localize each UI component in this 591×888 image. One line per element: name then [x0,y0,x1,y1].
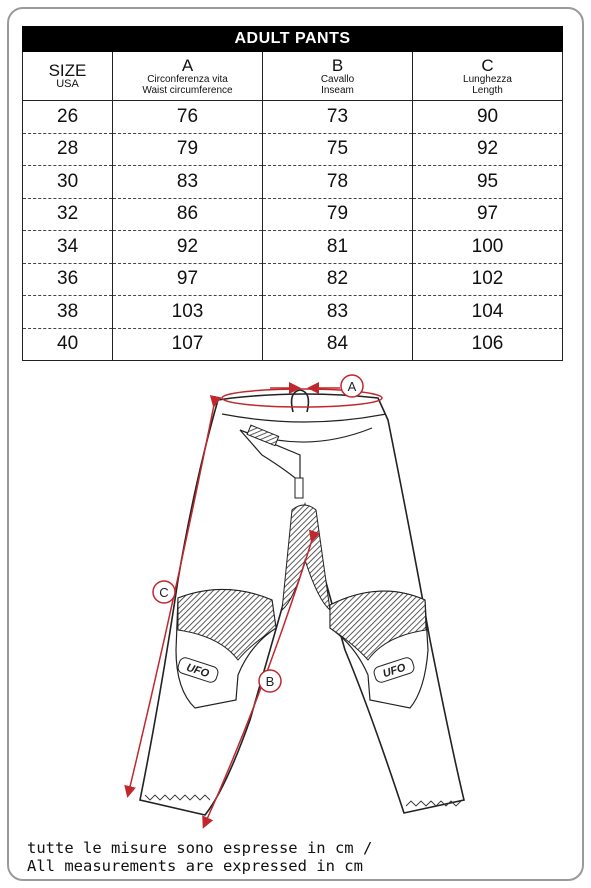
column-header-b [263,52,413,101]
table-row [23,198,563,231]
table-row [23,328,563,361]
size-cell: 34 [23,231,113,264]
size-chart-table [22,26,563,361]
size-cell: 32 [23,198,113,231]
table-title: ADULT PANTS [23,27,563,52]
column-header-size [23,52,113,101]
inseam-cell: 79 [263,198,413,231]
inseam-cell: 75 [263,133,413,166]
column-letter: SIZE [48,61,87,80]
units-note [27,839,372,875]
length-cell: 106 [413,328,563,361]
label-a: A [347,379,357,394]
waist-cell: 92 [113,231,263,264]
column-sub-it: Circonferenza vita [147,73,228,85]
waist-cell: 86 [113,198,263,231]
svg-text:UFO: UFO [184,661,211,681]
column-letter: A [181,55,194,75]
length-cell: 100 [413,231,563,264]
table-row [23,101,563,134]
waist-cell: 79 [113,133,263,166]
size-cell: 26 [23,101,113,134]
column-sub-en: Length [472,84,503,96]
units-note-english: All measurements are expressed in cm [27,857,363,875]
length-cell: 102 [413,263,563,296]
waist-cell: 83 [113,166,263,199]
table-row [23,166,563,199]
length-cell: 90 [413,101,563,134]
column-sub: USA [56,78,79,90]
waist-cell: 103 [113,296,263,329]
inseam-cell: 73 [263,101,413,134]
length-cell: 95 [413,166,563,199]
length-cell: 92 [413,133,563,166]
length-cell: 97 [413,198,563,231]
size-cell: 30 [23,166,113,199]
waist-cell: 97 [113,263,263,296]
size-cell: 36 [23,263,113,296]
inseam-cell: 84 [263,328,413,361]
label-b: B [265,674,275,689]
waist-cell: 76 [113,101,263,134]
inseam-cell: 81 [263,231,413,264]
column-letter: C [481,55,494,75]
column-sub-it: Lunghezza [463,73,512,85]
table-header-row [23,52,563,101]
inseam-cell: 82 [263,263,413,296]
column-sub-en: Waist circumference [142,84,233,96]
table-row [23,133,563,166]
inseam-cell: 83 [263,296,413,329]
column-header-a [113,52,263,101]
column-sub-en: Inseam [321,84,354,96]
size-cell: 40 [23,328,113,361]
label-c: C [159,585,169,600]
column-letter: B [331,55,344,75]
table-row [23,263,563,296]
length-cell: 104 [413,296,563,329]
inseam-cell: 78 [263,166,413,199]
waist-cell: 107 [113,328,263,361]
size-cell: 28 [23,133,113,166]
size-cell: 38 [23,296,113,329]
column-sub-it: Cavallo [320,73,355,85]
pants-measurement-diagram [0,365,591,835]
units-note-italian: tutte le misure sono espresse in cm / [27,839,373,857]
svg-text:UFO: UFO [381,661,408,681]
table-row [23,296,563,329]
column-header-c [413,52,563,101]
table-row [23,231,563,264]
zip-pull [295,478,303,498]
